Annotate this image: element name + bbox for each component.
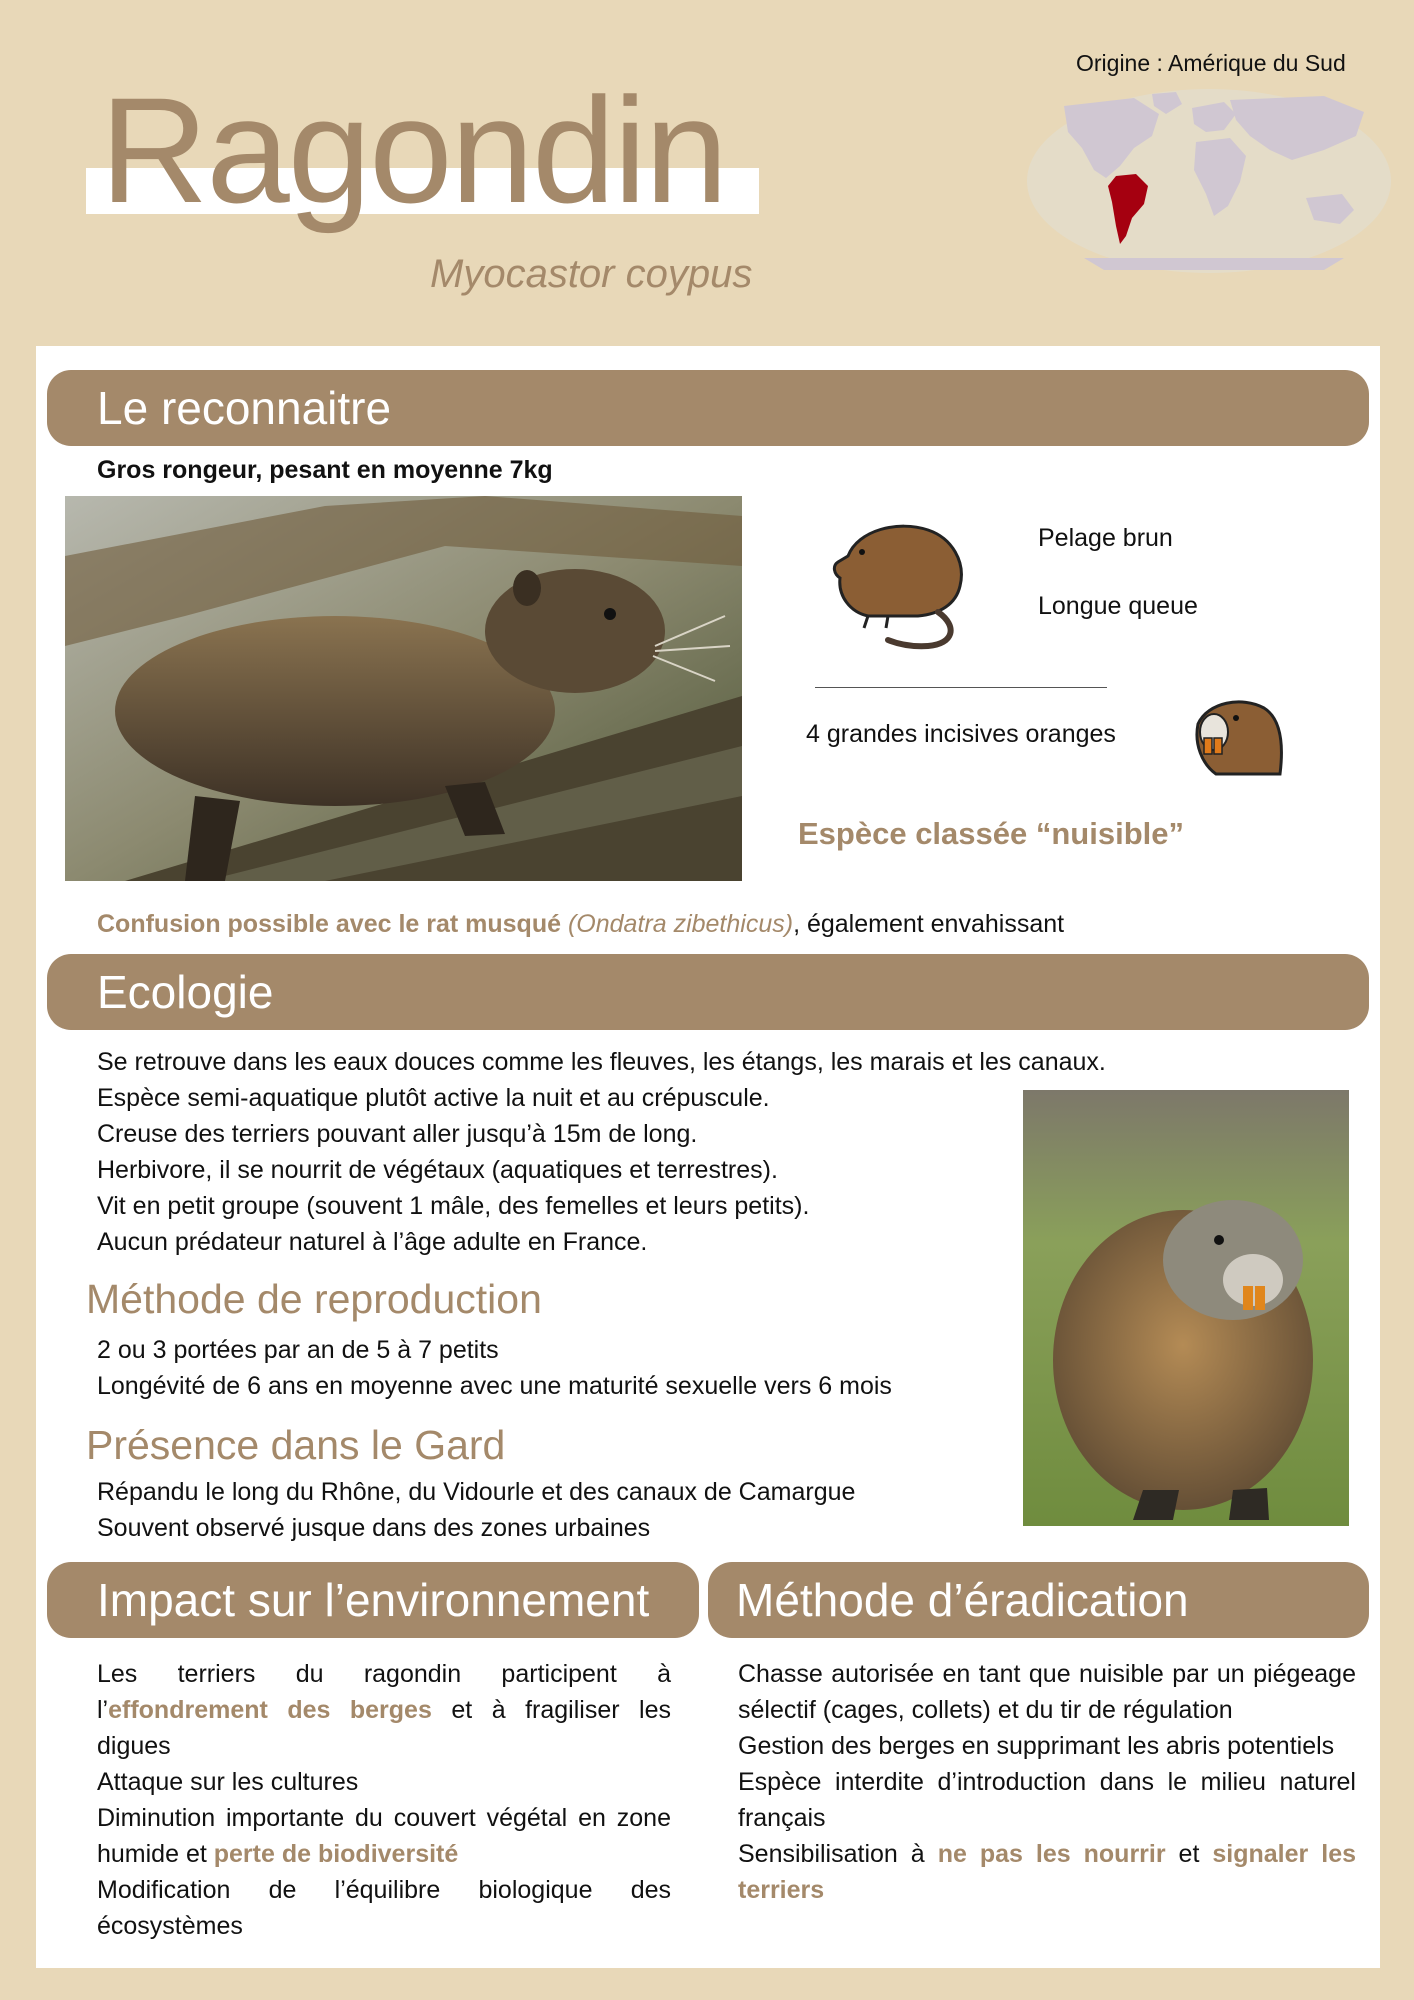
confusion-sci: (Ondatra zibethicus) — [561, 910, 794, 938]
origin-label: Origine : Amérique du Sud — [1076, 50, 1346, 76]
nutria-on-log-photo — [65, 496, 742, 881]
world-map-icon — [1024, 86, 1394, 276]
eradication-item: Espèce interdite d’introduction dans le milieu naturel français — [738, 1768, 1356, 1832]
reproduction-list — [97, 1332, 997, 1404]
impact-text: Les terriers du ragondin participent à l’ — [97, 1660, 671, 1724]
nutria-head-icon — [1188, 694, 1288, 780]
impact-highlight: perte de biodiversité — [213, 1840, 459, 1868]
eradication-text: et — [1165, 1840, 1213, 1868]
impact-item — [97, 1656, 671, 1764]
impact-highlight: effondrement des berges — [108, 1696, 432, 1724]
ecology-line: Creuse des terriers pouvant aller jusqu’à 15m de long. — [97, 1120, 698, 1148]
nutria-sitting-photo — [1023, 1090, 1349, 1526]
section-heading-eradication: Méthode d’éradication — [708, 1562, 1369, 1638]
trait-tail: Longue queue — [1038, 592, 1198, 620]
scientific-name: Myocastor coypus — [430, 252, 753, 296]
confusion-note — [97, 910, 1064, 939]
gard-list — [97, 1474, 997, 1546]
impact-item: Attaque sur les cultures — [97, 1768, 359, 1796]
impact-item — [97, 1800, 671, 1872]
section-heading-impact: Impact sur l’environnement — [47, 1562, 699, 1638]
recognize-intro: Gros rongeur, pesant en moyenne 7kg — [97, 456, 553, 484]
reproduction-line: 2 ou 3 portées par an de 5 à 7 petits — [97, 1336, 499, 1364]
nutria-body-icon — [828, 516, 978, 652]
eradication-highlight: ne pas les nourrir — [937, 1840, 1166, 1868]
ecology-line: Se retrouve dans les eaux douces comme les fleuves, les étangs, les marais et les canaux. — [97, 1048, 1106, 1076]
impact-text: Diminution importante du couvert végétal en zone humide et — [97, 1804, 671, 1868]
divider — [815, 687, 1107, 688]
trait-teeth: 4 grandes incisives oranges — [806, 720, 1116, 748]
status-label: Espèce classée “nuisible” — [798, 816, 1184, 851]
gard-line: Répandu le long du Rhône, du Vidourle et des canaux de Camargue — [97, 1478, 856, 1506]
eradication-list — [738, 1656, 1356, 1908]
impact-item: Modification de l’équilibre biologique des écosystèmes — [97, 1876, 671, 1940]
ecology-list — [97, 1044, 1177, 1260]
ecology-line: Aucun prédateur naturel à l’âge adulte en France. — [97, 1228, 648, 1256]
impact-list — [97, 1656, 671, 1944]
eradication-item — [738, 1836, 1356, 1908]
trait-fur: Pelage brun — [1038, 524, 1173, 552]
section-heading-reproduction: Méthode de reproduction — [86, 1276, 542, 1322]
confusion-rest: , également envahissant — [793, 910, 1065, 938]
eradication-text: Sensibilisation à — [738, 1840, 938, 1868]
ecology-line: Herbivore, il se nourrit de végétaux (aquatiques et terrestres). — [97, 1156, 778, 1184]
section-heading-gard: Présence dans le Gard — [86, 1422, 506, 1468]
page-title: Ragondin — [100, 66, 727, 234]
ecology-line: Vit en petit groupe (souvent 1 mâle, des femelles et leurs petits). — [97, 1192, 810, 1220]
reproduction-line: Longévité de 6 ans en moyenne avec une maturité sexuelle vers 6 mois — [97, 1372, 892, 1400]
eradication-item: Gestion des berges en supprimant les abris potentiels — [738, 1732, 1335, 1760]
confusion-bold: Confusion possible avec le rat musqué — [97, 910, 562, 938]
gard-line: Souvent observé jusque dans des zones urbaines — [97, 1514, 651, 1542]
eradication-item: Chasse autorisée en tant que nuisible par un piégeage sélectif (cages, collets) et du tir de régulation — [738, 1660, 1356, 1724]
ecology-line: Espèce semi-aquatique plutôt active la nuit et au crépuscule. — [97, 1084, 770, 1112]
section-heading-ecology: Ecologie — [47, 954, 1369, 1030]
impact-text: et à fragiliser les digues — [97, 1696, 671, 1760]
section-heading-recognize: Le reconnaitre — [47, 370, 1369, 446]
eradication-highlight: signaler les terriers — [738, 1840, 1356, 1904]
